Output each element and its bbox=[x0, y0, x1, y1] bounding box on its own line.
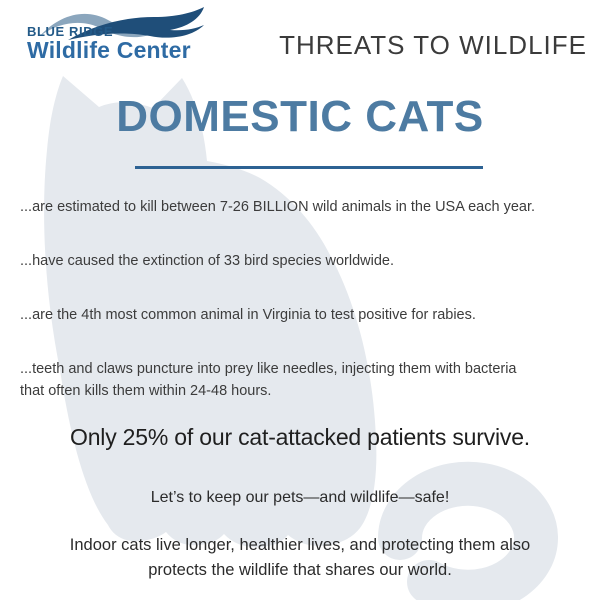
fact-text: ...teeth and claws puncture into prey like needles, injecting them with bacteria bbox=[20, 361, 517, 377]
fact-item bbox=[20, 196, 595, 218]
closing-paragraph bbox=[0, 533, 600, 583]
page-kicker: THREATS TO WILDLIFE bbox=[279, 30, 587, 60]
brand-name-bottom: Wildlife Center bbox=[27, 37, 191, 63]
closing-line: Indoor cats live longer, healthier lives, and protecting them also bbox=[69, 536, 531, 554]
brand-logo bbox=[20, 4, 220, 66]
fact-text: that often kills them within 24-48 hours. bbox=[20, 383, 272, 399]
facts-list bbox=[20, 196, 595, 434]
fact-text: ...have caused the extinction of 33 bird species worldwide. bbox=[20, 253, 394, 269]
brand-name-top: BLUE RIDGE bbox=[27, 24, 114, 39]
fact-text: ...are estimated to kill between 7-26 BILLION wild animals in the USA each year. bbox=[20, 199, 536, 215]
fact-item bbox=[20, 304, 595, 326]
fact-text: ...are the 4th most common animal in Virginia to test positive for rabies. bbox=[20, 307, 476, 323]
page-title: DOMESTIC CATS bbox=[116, 92, 484, 141]
fact-item bbox=[20, 250, 595, 272]
closing-line: protects the wildlife that shares our world. bbox=[148, 561, 452, 579]
highlight-statistic: Only 25% of our cat-attacked patients survive. bbox=[70, 424, 530, 450]
call-to-action: Let’s to keep our pets—and wildlife—safe! bbox=[150, 489, 450, 506]
title-divider bbox=[135, 166, 483, 169]
fact-item bbox=[20, 358, 595, 402]
